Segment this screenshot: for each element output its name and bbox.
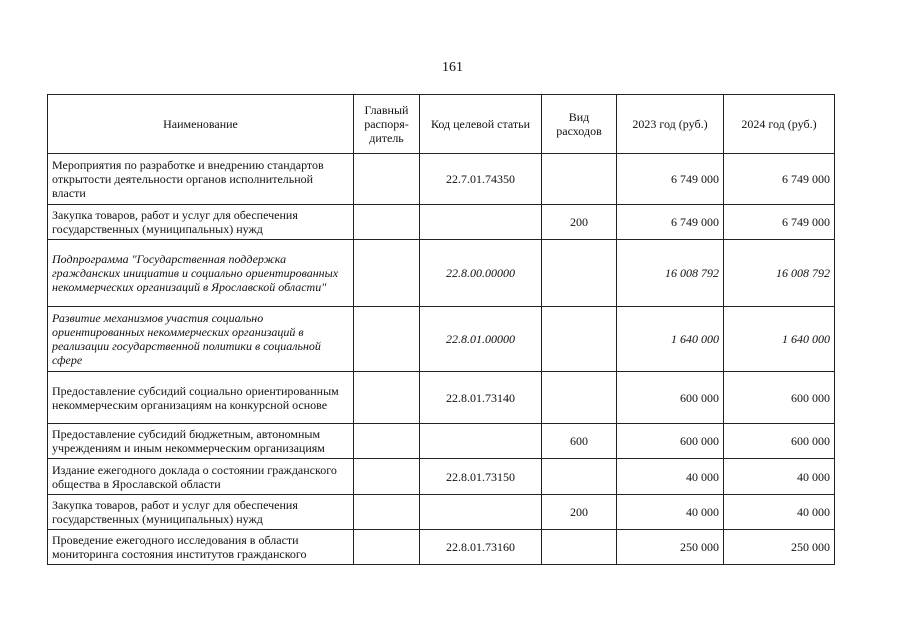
- row-name: Развитие механизмов участия социально ориентированных некоммерческих организаций в реализации государственной политики в социальной сфере: [48, 307, 354, 372]
- row-manager: [354, 240, 420, 307]
- header-year-2024: 2024 год (руб.): [724, 95, 835, 154]
- header-year-2023: 2023 год (руб.): [617, 95, 724, 154]
- row-2024: 6 749 000: [724, 205, 835, 240]
- row-2023: 1 640 000: [617, 307, 724, 372]
- row-expense-type: [542, 154, 617, 205]
- row-code: 22.8.01.73160: [420, 530, 542, 565]
- row-2024: 600 000: [724, 424, 835, 459]
- row-manager: [354, 154, 420, 205]
- row-name: Предоставление субсидий бюджетным, автономным учреждениям и иным некоммерческим организациям: [48, 424, 354, 459]
- row-expense-type: [542, 530, 617, 565]
- row-expense-type: 600: [542, 424, 617, 459]
- row-manager: [354, 459, 420, 495]
- row-name: Издание ежегодного доклада о состоянии гражданского общества в Ярославской области: [48, 459, 354, 495]
- row-2023: 600 000: [617, 372, 724, 424]
- table-row: [48, 154, 835, 205]
- row-name: Закупка товаров, работ и услуг для обеспечения государственных (муниципальных) нужд: [48, 205, 354, 240]
- table-row: [48, 372, 835, 424]
- row-manager: [354, 495, 420, 530]
- table-row: [48, 240, 835, 307]
- row-2024: 250 000: [724, 530, 835, 565]
- row-code: [420, 205, 542, 240]
- row-name: Предоставление субсидий социально ориентированным некоммерческим организациям на конкурсной основе: [48, 372, 354, 424]
- row-expense-type: [542, 372, 617, 424]
- row-code: 22.8.01.73150: [420, 459, 542, 495]
- row-expense-type: 200: [542, 495, 617, 530]
- page-number: 161: [442, 60, 463, 75]
- row-expense-type: [542, 240, 617, 307]
- header-expense-type: Вид расходов: [542, 95, 617, 154]
- row-code: 22.8.01.73140: [420, 372, 542, 424]
- row-name: Проведение ежегодного исследования в области мониторинга состояния институтов гражданского: [48, 530, 354, 565]
- row-expense-type: 200: [542, 205, 617, 240]
- row-2023: 40 000: [617, 495, 724, 530]
- row-2024: 40 000: [724, 495, 835, 530]
- row-manager: [354, 372, 420, 424]
- row-name: Мероприятия по разработке и внедрению стандартов открытости деятельности органов исполнительной власти: [48, 154, 354, 205]
- row-2024: 40 000: [724, 459, 835, 495]
- row-2023: 6 749 000: [617, 205, 724, 240]
- header-main-manager: Главный распоря-дитель: [354, 95, 420, 154]
- row-name: Подпрограмма "Государственная поддержка гражданских инициатив и социально ориентированных некоммерческих организаций в Ярославской области": [48, 240, 354, 307]
- row-manager: [354, 205, 420, 240]
- row-code: [420, 495, 542, 530]
- header-name: Наименование: [48, 95, 354, 154]
- row-code: 22.8.01.00000: [420, 307, 542, 372]
- row-code: 22.7.01.74350: [420, 154, 542, 205]
- row-code: [420, 424, 542, 459]
- row-code: 22.8.00.00000: [420, 240, 542, 307]
- row-manager: [354, 424, 420, 459]
- row-expense-type: [542, 459, 617, 495]
- table-row: [48, 205, 835, 240]
- table-row: [48, 459, 835, 495]
- row-2024: 6 749 000: [724, 154, 835, 205]
- row-2024: 600 000: [724, 372, 835, 424]
- table-row: [48, 495, 835, 530]
- row-2023: 6 749 000: [617, 154, 724, 205]
- row-2024: 1 640 000: [724, 307, 835, 372]
- row-2023: 40 000: [617, 459, 724, 495]
- table-row: [48, 530, 835, 565]
- row-manager: [354, 307, 420, 372]
- row-2023: 600 000: [617, 424, 724, 459]
- table-row: [48, 424, 835, 459]
- budget-table: [47, 94, 835, 565]
- header-target-code: Код целевой статьи: [420, 95, 542, 154]
- row-2024: 16 008 792: [724, 240, 835, 307]
- row-2023: 250 000: [617, 530, 724, 565]
- row-expense-type: [542, 307, 617, 372]
- table-row: [48, 307, 835, 372]
- row-2023: 16 008 792: [617, 240, 724, 307]
- table-header-row: [48, 95, 835, 154]
- row-name: Закупка товаров, работ и услуг для обеспечения государственных (муниципальных) нужд: [48, 495, 354, 530]
- row-manager: [354, 530, 420, 565]
